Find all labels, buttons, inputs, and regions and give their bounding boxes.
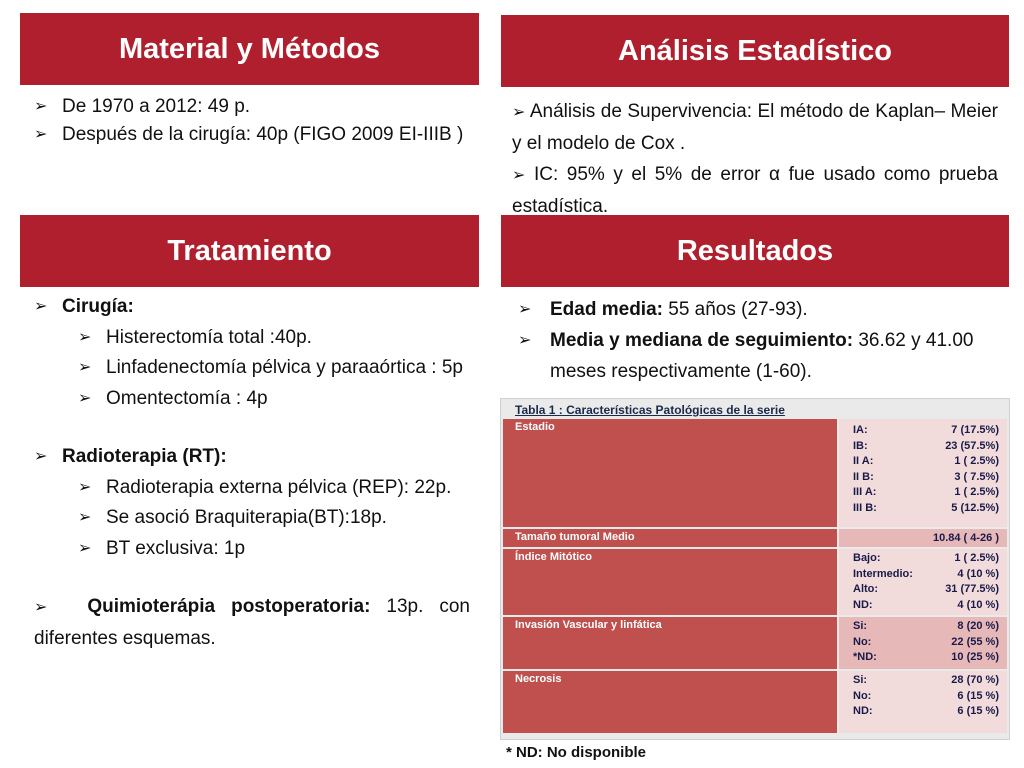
braqui-text: Se asoció Braquiterapia(BT):18p. <box>106 507 387 528</box>
analisis-item-text: Análisis de Supervivencia: El método de Kaplan– Meier y el modelo de Cox . <box>512 101 998 154</box>
header-resultados: Resultados <box>501 215 1009 287</box>
list-item <box>28 503 470 534</box>
omentectomia-text: Omentectomía : 4p <box>106 387 268 409</box>
arrow-bullet-icon: ➢ <box>34 599 48 616</box>
rep-text: Radioterapia externa pélvica (REP): 22p. <box>106 476 452 498</box>
list-item <box>512 325 1000 387</box>
arrow-bullet-icon: ➢ <box>78 328 92 346</box>
list-item <box>28 534 470 565</box>
row-label: Tamaño tumoral Medio <box>503 529 837 547</box>
list-item <box>28 442 470 473</box>
quimio-label: Quimioterápia postoperatoria: <box>87 596 371 617</box>
linfadenectomia-text: Linfadenectomía pélvica y paraaórtica : 5p <box>106 357 463 378</box>
seguimiento-label: Media y mediana de seguimiento: <box>550 330 854 351</box>
arrow-bullet-icon: ➢ <box>518 301 532 318</box>
table-row <box>503 617 1007 669</box>
arrow-bullet-icon: ➢ <box>512 167 526 184</box>
list-item <box>28 292 470 323</box>
list-item <box>28 353 470 384</box>
row-values: IA: 7 (17.5%) IB: 23 (57.5%) II A: 1 ( 2.5%) II B: 3 ( 7.5%) III A: 1 ( 2.5%) III B: 5 (12.5%) <box>839 419 1007 527</box>
list-item <box>512 159 998 222</box>
arrow-bullet-icon: ➢ <box>518 332 532 349</box>
row-label: Índice Mitótico <box>503 549 837 615</box>
pathology-table <box>500 398 1010 740</box>
row-label: Necrosis <box>503 671 837 733</box>
analisis-item-text: IC: 95% y el 5% de error α fue usado como prueba estadística. <box>512 164 998 217</box>
analisis-list <box>512 96 998 222</box>
header-tratamiento: Tratamiento <box>20 215 479 287</box>
table-footnote: * ND: No disponible <box>506 744 646 761</box>
quimio-value: 13p. con diferentes esquemas. <box>34 596 470 649</box>
arrow-bullet-icon: ➢ <box>78 478 92 496</box>
table-row <box>503 671 1007 733</box>
resultados-list <box>512 294 1000 387</box>
row-label: Invasión Vascular y linfática <box>503 617 837 669</box>
tratamiento-list <box>28 292 470 654</box>
cirugia-label: Cirugía: <box>62 296 134 317</box>
edad-value: 55 años (27-93). <box>668 299 808 320</box>
arrow-bullet-icon: ➢ <box>34 126 48 143</box>
row-values: Bajo: 1 ( 2.5%) Intermedio: 4 (10 %) Alto: 31 (77.5%) ND: 4 (10 %) <box>839 549 1007 615</box>
list-item <box>28 93 468 121</box>
material-item-text: De 1970 a 2012: 49 p. <box>62 96 251 117</box>
arrow-bullet-icon: ➢ <box>78 539 92 557</box>
arrow-bullet-icon: ➢ <box>78 509 92 526</box>
list-item <box>28 592 470 654</box>
header-material-metodos: Material y Métodos <box>20 13 479 85</box>
table-row <box>503 549 1007 615</box>
row-label: Estadio <box>503 419 837 527</box>
list-item <box>28 323 470 354</box>
radioterapia-label: Radioterapia (RT): <box>62 446 227 467</box>
bt-text: BT exclusiva: 1p <box>106 537 246 559</box>
arrow-bullet-icon: ➢ <box>34 448 48 465</box>
arrow-bullet-icon: ➢ <box>34 298 48 315</box>
seguimiento-value: 36.62 y 41.00 meses respectivamente (1-60). <box>550 330 974 382</box>
arrow-bullet-icon: ➢ <box>78 359 92 376</box>
table-row <box>503 529 1007 547</box>
header-analisis-estadistico: Análisis Estadístico <box>501 15 1009 87</box>
arrow-bullet-icon: ➢ <box>78 389 92 407</box>
list-item <box>28 473 470 504</box>
edad-label: Edad media: <box>550 299 663 320</box>
material-item-text: Después de la cirugía: 40p (FIGO 2009 EI-IIIB ) <box>62 124 464 145</box>
arrow-bullet-icon: ➢ <box>34 98 48 115</box>
list-item <box>28 384 470 415</box>
row-values: Si: 28 (70 %) No: 6 (15 %) ND: 6 (15 %) <box>839 671 1007 733</box>
material-list <box>28 93 468 149</box>
list-item <box>512 96 998 159</box>
arrow-bullet-icon: ➢ <box>512 104 526 121</box>
row-values: 10.84 ( 4-26 ) <box>839 529 1007 547</box>
row-values: Si: 8 (20 %) No: 22 (55 %) *ND: 10 (25 %) <box>839 617 1007 669</box>
table-title: Tabla 1 : Características Patológicas de la serie <box>515 403 785 417</box>
table-row <box>503 419 1007 527</box>
list-item <box>512 294 1000 325</box>
histerectomia-text: Histerectomía total :40p. <box>106 326 312 348</box>
list-item <box>28 121 468 149</box>
